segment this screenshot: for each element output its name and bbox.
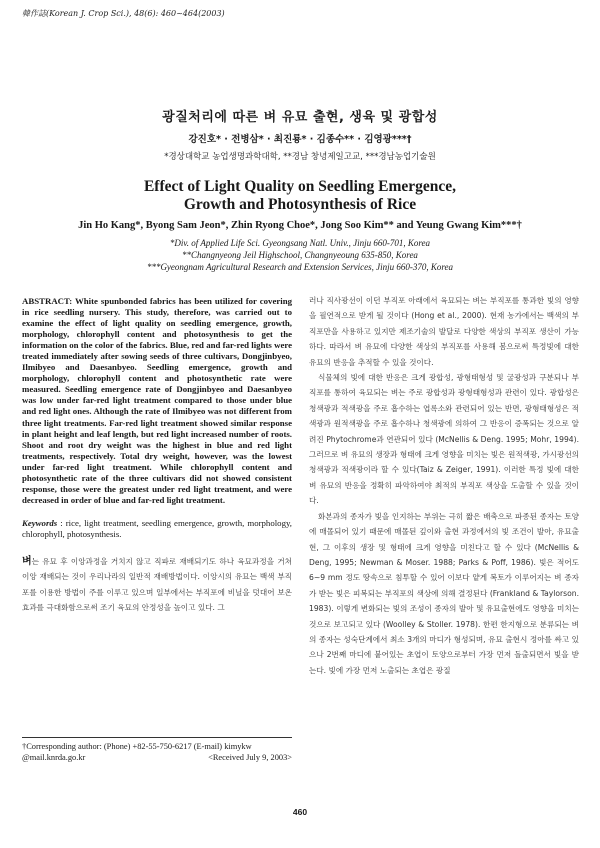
- affiliation-3: ***Gyeongnam Agricultural Research and Extension Services, Jinju 660-370, Korea: [146, 262, 454, 272]
- english-title-line-1: Effect of Light Quality on Seedling Emergence,: [143, 178, 457, 195]
- right-column: [309, 293, 579, 678]
- page-number: 460: [292, 807, 308, 817]
- korean-title: 광질처리에 따른 벼 유묘 출현, 생육 및 광합성: [162, 110, 438, 125]
- korean-authors: 강진호* · 전병삼* · 최진룡* · 김종수** · 김영광***†: [188, 134, 412, 145]
- affiliation-1: *Div. of Applied Life Sci. Gyeongsang Natl. Univ., Jinju 660-701, Korea: [169, 238, 431, 248]
- abstract: ABSTRACT: White spunbonded fabrics has been utilized for covering in rice seedling nursery. This study, therefore, was carried out to examine the effect of light quality on seedling emergence, growth, morphology, chlorophyll content and photosynthesis to get the information on the color of the fabrics. Blue, red and far-red lights were treated immediately after sowing seeds of three cultivars, Dongjinbyeo, Ilmibyeo and Daesanbyeo. Seedling emergence, growth and morphology, chlorophyll content and photosynthetic rate were measured. Seedling emergence rate of Dongjinbyeo and Daesanbyeo was low under far-red light treatment compared to those under blue and red light ones. Although the rate of Ilmibyeo was not different from three light treatments. Far-red light treatment showed similar response in plant height and leaf length, but red light increased number of roots. Shoot and root dry weight was the highest in blue and red light treatments, respectively. Total dry weight, however, was the lowest under far-red light treatment. While chlorophyll content and photosynthetic rate of the three cultivars did not showed consistent response, those were the greatest under red light treatment, and were decreased in order of blue and far-red light treatment.: [22, 296, 292, 505]
- keywords-label: Keywords: [22, 517, 58, 528]
- intro-dropcap: 벼: [22, 555, 32, 567]
- body-paragraph-2: 식물체의 빛에 대한 반응은 크게 광합성, 광형태형성 및 굴광성과 구분되나 부직포를 통하여 육묘되는 벼는 주로 광합성과 광형태형성과 관련이 있다. 광합성은 청색광과 적색광을 주로 흡수하는 엽록소와 관련되어 있는 반면, 광형태형성은 적색광과 원적색광을 주로 흡수하나 청색광에 의하여 그 반응이 증폭되는 것으로 알려진 Phytochrome과 연관되어 있다 (McNellis & Deng. 1995; Mohr, 1994). 그러므로 벼 유묘의 생장과 형태에 크게 영향을 미치는 빛은 원적색광, 가시광선의 청색광과 적색광이라 할 수 있다(Taiz & Zeiger, 1991). 이러한 특정 빛에 대한 벼 유묘의 반응을 정확히 파악하여야 최적의 부직포 색상을 도출할 수 있을 것이다.: [309, 373, 579, 506]
- intro-text: 는 유묘 후 이앙과정을 거치지 않고 직파로 재배되기도 하나 육묘과정을 거쳐 이앙 재배되는 것이 우리나라의 일반적 재배방법이다. 이앙시의 유묘는 백색 부직포를 이용한 방법이 주를 이루고 있으며 일부에서는 부직포에 비닐을 덧대어 보온효과를 극대화함으로써 조기 육묘의 안정성을 높이고 있다. 그: [22, 556, 292, 613]
- keywords: [22, 518, 292, 540]
- english-title: [0, 178, 600, 214]
- footnote-line-1: †Corresponding author: (Phone) +82-55-750-6217 (E-mail) kimykw: [22, 742, 252, 751]
- affiliation-2: **Changnyeong Jeil Highschool, Changnyeoung 635-850, Korea: [182, 250, 418, 260]
- body-paragraph-3: 화본과의 종자가 빛을 인지하는 부위는 극히 짧은 배축으로 파종된 종자는 토양에 매몰되어 있기 때문에 매몰된 깊이와 출현 과정에서의 빛 조건이 발아, 유묘출현, 그 이후의 생장 및 형태에 크게 영향을 미친다고 할 수 있다 (McNellis & Deng, 1995; Newman & Moser. 1988; Parks & Poff, 1986). 빛은 적어도 6~9 mm 정도 땅속으로 침투할 수 있어 이보다 얕게 복토가 이루어지는 벼 종자가 받는 빛은 피복되는 부직포의 색상에 의해 결정된다 (Frankland & Taylorson. 1983). 이렇게 변화되는 빛의 조성이 종자의 발아 및 유묘출현에도 영향을 미치는 것으로 보고되고 있다 (Woolley & Stoller. 1978). 한편 한지형으로 분류되는 벼의 종자는 성숙단계에서 최소 3개의 마디가 형성되며, 유묘 출현시 정아를 싸고 있으나 2번째 마디에 붙어있는 초엽이 토양으로부터 가장 먼저 돌출되면서 빛을 받는다. 빛에 가장 먼저 노출되는 초엽은 광질: [309, 511, 579, 675]
- left-column: [22, 296, 292, 616]
- korean-affiliations: *경상대학교 농업생명과학대학, **경남 창녕제일고교, ***경남농업기술원: [164, 152, 436, 162]
- corresponding-author-footnote: [22, 741, 292, 763]
- footnote-line-2: @mail.knrda.go.kr: [22, 753, 86, 762]
- english-title-line-2: Growth and Photosynthesis of Rice: [183, 196, 417, 213]
- keywords-text: : rice, light treatment, seedling emergence, growth, morphology, chlorophyll, photosynthesis.: [22, 517, 292, 539]
- body-paragraph-1: 러나 직사광선이 이던 부직포 아래에서 육묘되는 벼는 부직포를 통과한 빛의 영향을 필연적으로 받게 될 것이다 (Hong et al., 2000). 현재 농가에서는 백색의 부직포만을 사용하고 있지만 제조기술의 발달로 다양한 색상의 부직포 생산이 가능하다. 따라서 벼 유묘에 다양한 색상의 부직포를 사용해 봄으로써 특정빛에 대한 유묘의 반응을 추적할 수 있을 것이다.: [309, 296, 579, 367]
- english-authors: Jin Ho Kang*, Byong Sam Jeon*, Zhin Ryong Choe*, Jong Soo Kim** and Yeung Gwang Kim***†: [78, 220, 522, 231]
- footnote-divider: [22, 737, 292, 738]
- journal-citation: 韓作誌(Korean J. Crop Sci.), 48(6): 460~464(2003): [22, 9, 225, 18]
- received-date: <Received July 9, 2003>: [208, 753, 292, 762]
- english-affiliations: [0, 237, 600, 273]
- intro-paragraph: [22, 554, 292, 616]
